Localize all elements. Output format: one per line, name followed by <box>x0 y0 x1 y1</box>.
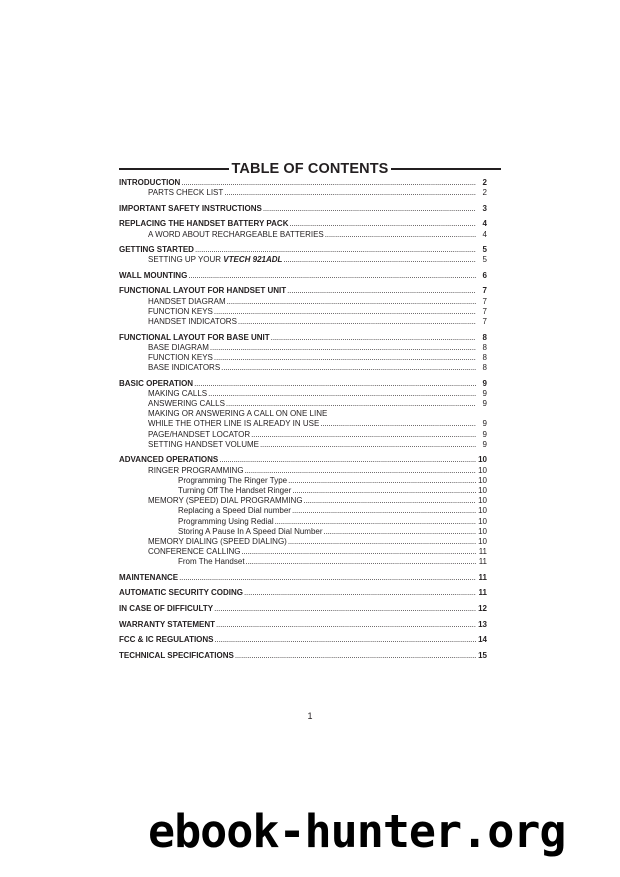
toc-entry[interactable] <box>119 178 487 188</box>
toc-entry[interactable] <box>119 486 487 496</box>
toc-entry-page: 3 <box>482 203 487 213</box>
toc-dot-leader <box>245 466 476 476</box>
toc-entry-page: 9 <box>482 388 487 398</box>
toc-entry-page: 13 <box>478 619 487 629</box>
toc-entry-page: 9 <box>482 419 487 429</box>
toc-dot-leader <box>320 419 476 429</box>
toc-entry-page: 7 <box>482 286 487 296</box>
toc-dot-leader <box>275 517 476 527</box>
toc-dot-leader <box>181 178 476 188</box>
toc-dot-leader <box>263 204 476 214</box>
table-of-contents <box>119 178 487 661</box>
toc-entry-label: MEMORY (SPEED) DIAL PROGRAMMING <box>148 496 303 506</box>
toc-entry[interactable] <box>119 506 487 516</box>
toc-entry-label: BASE DIAGRAM <box>148 342 209 352</box>
toc-entry-label: MAKING OR ANSWERING A CALL ON ONE LINE <box>148 409 328 419</box>
toc-dot-leader <box>288 476 476 486</box>
toc-entry-page: 10 <box>478 465 487 475</box>
toc-dot-leader <box>260 440 476 450</box>
toc-entry[interactable] <box>119 430 487 440</box>
toc-entry-page: 7 <box>482 296 487 306</box>
toc-entry-page: 9 <box>482 429 487 439</box>
toc-dot-leader <box>251 430 476 440</box>
toc-entry-page: 5 <box>482 255 487 265</box>
toc-entry[interactable] <box>119 547 487 557</box>
toc-entry-label: IMPORTANT SAFETY INSTRUCTIONS <box>119 203 262 213</box>
toc-entry-page: 14 <box>478 635 487 645</box>
toc-title-row <box>119 159 501 179</box>
toc-dot-leader <box>221 363 476 373</box>
toc-dot-leader <box>292 486 476 496</box>
toc-entry-label: Replacing a Speed Dial number <box>178 506 291 516</box>
toc-entry[interactable] <box>119 230 487 240</box>
toc-entry-label: INTRODUCTION <box>119 178 181 187</box>
toc-entry-label: RINGER PROGRAMMING <box>148 465 244 475</box>
toc-entry-page: 12 <box>478 604 487 614</box>
toc-entry-label: Storing A Pause In A Speed Dial Number <box>178 526 323 536</box>
toc-entry-page: 2 <box>482 178 487 187</box>
toc-entry-label: BASIC OPERATION <box>119 378 194 388</box>
toc-entry[interactable] <box>119 255 487 265</box>
toc-dot-leader <box>226 399 476 409</box>
toc-entry[interactable] <box>119 204 487 214</box>
toc-dot-leader <box>241 547 476 557</box>
toc-entry[interactable] <box>119 353 487 363</box>
toc-entry-page: 11 <box>478 572 487 582</box>
toc-entry-label: Programming Using Redial <box>178 516 274 526</box>
toc-dot-leader <box>324 527 476 537</box>
title-rule-left <box>119 168 229 170</box>
toc-entry-label: Turning Off The Handset Ringer <box>178 486 292 495</box>
toc-dot-leader <box>290 219 477 229</box>
toc-entry-label: HANDSET INDICATORS <box>148 317 237 327</box>
toc-entry-page: 8 <box>482 363 487 373</box>
toc-entry[interactable] <box>119 537 487 547</box>
toc-entry[interactable] <box>119 476 487 486</box>
toc-entry[interactable] <box>119 496 487 506</box>
toc-dot-leader <box>238 317 476 327</box>
toc-entry[interactable] <box>119 419 487 429</box>
toc-entry-label: WHILE THE OTHER LINE IS ALREADY IN USE <box>148 419 320 429</box>
toc-entry-label: WARRANTY STATEMENT <box>119 619 215 629</box>
page-number: 1 <box>307 711 313 721</box>
toc-entry-label: TECHNICAL SPECIFICATIONS <box>119 650 234 660</box>
toc-entry-page: 11 <box>478 588 487 598</box>
toc-dot-leader <box>292 506 476 516</box>
toc-entry[interactable] <box>119 343 487 353</box>
toc-entry-page: 4 <box>482 229 487 239</box>
toc-entry-page: 8 <box>482 332 487 342</box>
toc-entry-label: GETTING STARTED <box>119 245 194 255</box>
toc-entry[interactable] <box>119 527 487 537</box>
toc-entry[interactable] <box>119 440 487 450</box>
toc-entry-label: CONFERENCE CALLING <box>148 547 241 557</box>
toc-dot-leader <box>325 230 476 240</box>
toc-entry-page: 11 <box>478 557 487 567</box>
toc-entry-label: FUNCTIONAL LAYOUT FOR HANDSET UNIT <box>119 286 287 296</box>
toc-entry[interactable] <box>119 620 487 630</box>
toc-entry[interactable] <box>119 271 487 281</box>
toc-dot-leader <box>194 379 476 389</box>
toc-dot-leader <box>244 588 476 598</box>
toc-entry-label: HANDSET DIAGRAM <box>148 296 226 306</box>
toc-dot-leader <box>210 343 476 353</box>
toc-entry-label: MEMORY DIALING (SPEED DIALING) <box>148 536 287 546</box>
toc-dot-leader <box>214 604 476 614</box>
toc-entry-label: PAGE/HANDSET LOCATOR <box>148 429 251 439</box>
toc-entry[interactable] <box>119 517 487 527</box>
toc-entry-page: 11 <box>478 547 487 557</box>
toc-dot-leader <box>214 307 476 317</box>
toc-entry-page: 10 <box>478 536 487 546</box>
toc-entry-page: 4 <box>482 219 487 229</box>
toc-dot-leader <box>283 255 476 265</box>
toc-dot-leader <box>235 651 476 661</box>
toc-entry-label-emphasis: VTECH 921ADL <box>223 255 283 265</box>
toc-dot-leader <box>304 496 476 506</box>
toc-entry-page: 9 <box>482 439 487 449</box>
page-title: TABLE OF CONTENTS <box>231 161 389 177</box>
toc-entry-label: ADVANCED OPERATIONS <box>119 455 219 465</box>
toc-entry-label: FCC & IC REGULATIONS <box>119 635 214 645</box>
toc-entry-label: AUTOMATIC SECURITY CODING <box>119 588 244 598</box>
toc-entry-page: 9 <box>482 399 487 409</box>
toc-entry-label: Programming The Ringer Type <box>178 475 288 485</box>
toc-entry[interactable] <box>119 363 487 373</box>
watermark: ebook-hunter.org <box>148 805 566 858</box>
toc-entry-label: BASE INDICATORS <box>148 363 221 373</box>
toc-entry-label: From The Handset <box>178 557 245 567</box>
toc-dot-leader <box>216 620 476 630</box>
toc-entry[interactable] <box>119 317 487 327</box>
toc-entry-label: FUNCTION KEYS <box>148 306 213 316</box>
toc-entry-page: 10 <box>478 526 487 536</box>
toc-entry[interactable] <box>119 245 487 255</box>
toc-entry-label: PARTS CHECK LIST <box>148 188 224 198</box>
toc-entry[interactable] <box>119 466 487 476</box>
toc-entry-label: FUNCTION KEYS <box>148 352 213 362</box>
toc-entry[interactable] <box>119 557 487 567</box>
toc-entry[interactable] <box>119 297 487 307</box>
toc-entry-page: 10 <box>478 516 487 526</box>
toc-dot-leader <box>271 333 476 343</box>
toc-entry-label: WALL MOUNTING <box>119 270 188 280</box>
toc-entry[interactable] <box>119 409 487 419</box>
title-rule-right <box>391 168 501 170</box>
toc-entry-page: 10 <box>478 475 487 485</box>
toc-entry[interactable] <box>119 651 487 661</box>
toc-entry[interactable] <box>119 379 487 389</box>
toc-entry-page: 10 <box>478 486 487 495</box>
toc-entry-page: 7 <box>482 317 487 327</box>
toc-entry-page: 15 <box>478 650 487 660</box>
toc-entry[interactable] <box>119 588 487 598</box>
toc-entry-page: 10 <box>478 496 487 506</box>
toc-entry-label: FUNCTIONAL LAYOUT FOR BASE UNIT <box>119 332 270 342</box>
toc-entry-page: 5 <box>482 245 487 255</box>
toc-entry[interactable] <box>119 188 487 198</box>
toc-entry[interactable] <box>119 635 487 645</box>
toc-entry-page: 2 <box>482 188 487 198</box>
toc-entry[interactable] <box>119 573 487 583</box>
toc-entry-page: 10 <box>478 506 487 516</box>
toc-entry[interactable] <box>119 455 487 465</box>
toc-dot-leader <box>287 286 476 296</box>
toc-entry[interactable] <box>119 219 487 229</box>
toc-entry-page: 8 <box>482 352 487 362</box>
toc-entry-page: 6 <box>482 270 487 280</box>
toc-entry[interactable] <box>119 389 487 399</box>
toc-entry-label: SETTING HANDSET VOLUME <box>148 439 259 449</box>
toc-entry-label: SETTING UP YOUR VTECH 921ADL <box>148 255 283 265</box>
toc-entry[interactable] <box>119 399 487 409</box>
toc-dot-leader <box>288 537 476 547</box>
toc-entry-label: MAINTENANCE <box>119 572 179 582</box>
toc-dot-leader <box>179 573 476 583</box>
toc-dot-leader <box>195 245 476 255</box>
toc-entry[interactable] <box>119 307 487 317</box>
toc-entry-page: 7 <box>482 306 487 316</box>
toc-entry[interactable] <box>119 333 487 343</box>
toc-entry-label: REPLACING THE HANDSET BATTERY PACK <box>119 219 289 229</box>
toc-dot-leader <box>208 389 476 399</box>
toc-entry-label: MAKING CALLS <box>148 388 208 398</box>
toc-entry-label: ANSWERING CALLS <box>148 399 225 409</box>
toc-entry[interactable] <box>119 286 487 296</box>
toc-entry-label: IN CASE OF DIFFICULTY <box>119 604 214 614</box>
toc-dot-leader <box>224 188 476 198</box>
toc-dot-leader <box>214 353 476 363</box>
toc-dot-leader <box>188 271 476 281</box>
toc-entry-page: 9 <box>482 378 487 388</box>
toc-entry-label: A WORD ABOUT RECHARGEABLE BATTERIES <box>148 229 324 239</box>
toc-entry[interactable] <box>119 604 487 614</box>
toc-entry-page: 8 <box>482 342 487 352</box>
toc-dot-leader <box>227 297 476 307</box>
toc-entry-page: 10 <box>478 455 487 465</box>
toc-dot-leader <box>219 455 476 465</box>
toc-dot-leader <box>215 635 476 645</box>
toc-dot-leader <box>246 557 476 567</box>
